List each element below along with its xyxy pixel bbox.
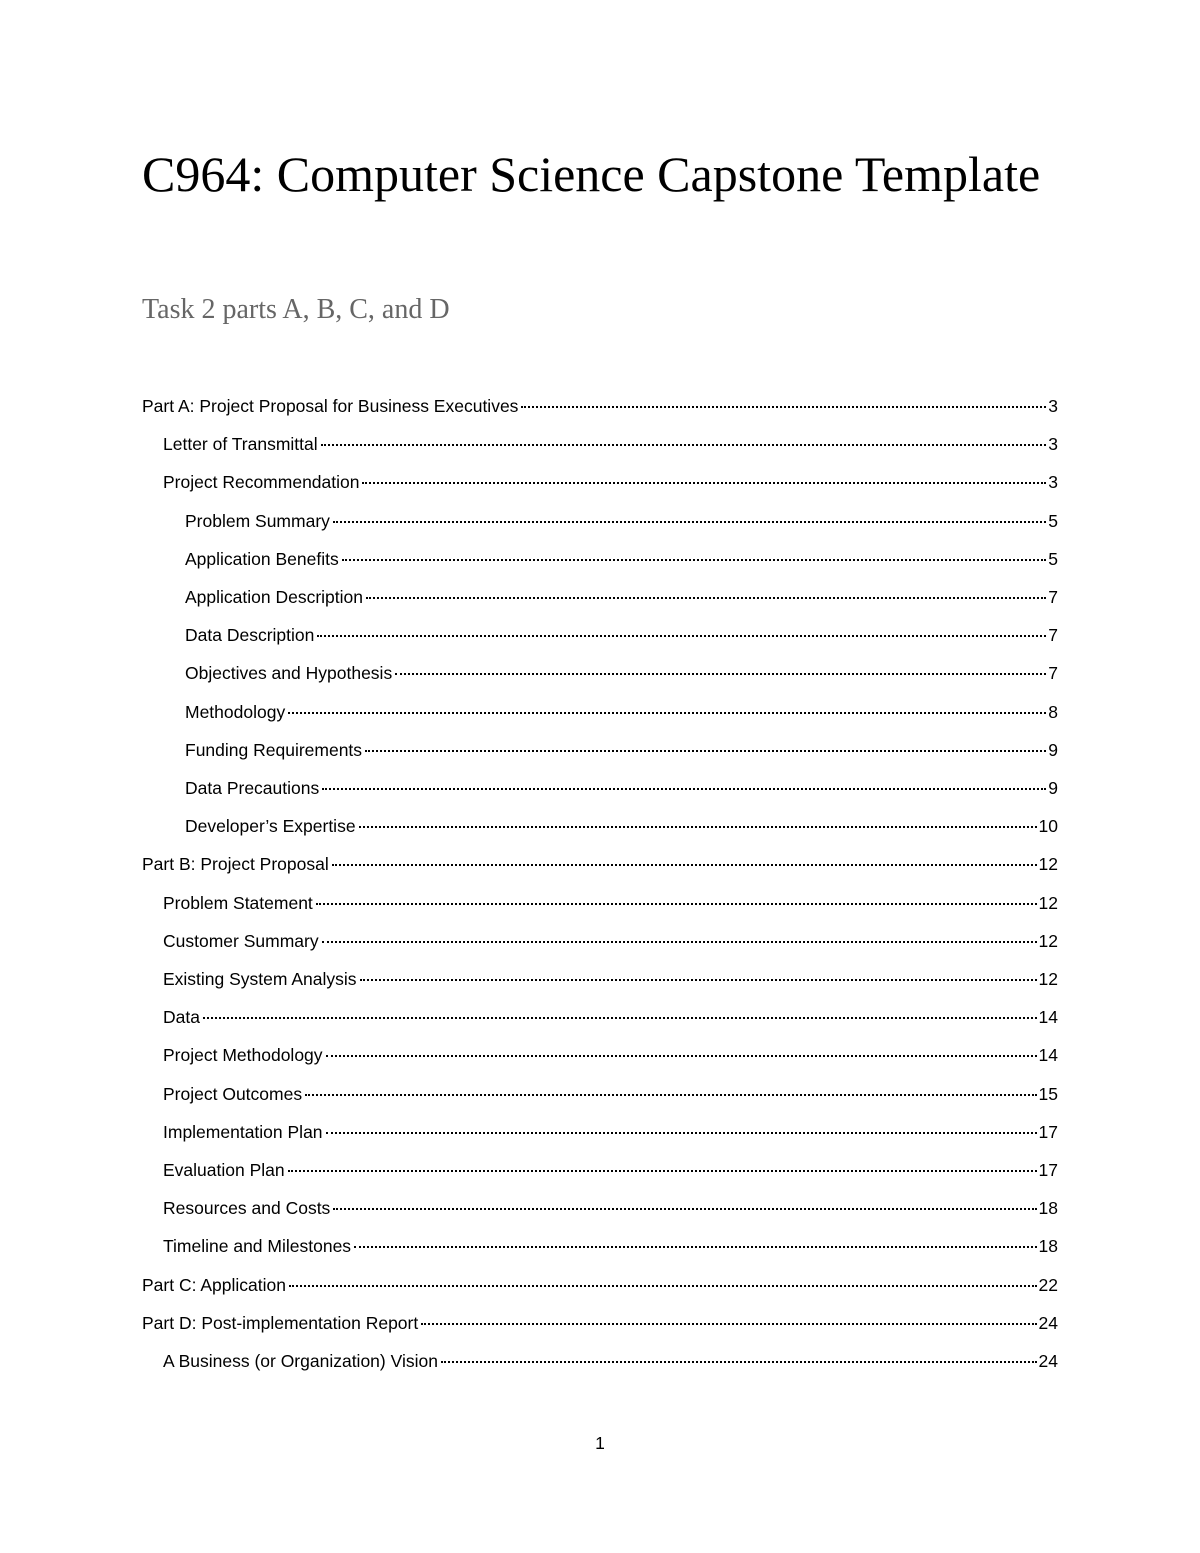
toc-dot-leader bbox=[421, 1323, 1036, 1325]
toc-entry-label: Customer Summary bbox=[163, 930, 319, 951]
document-subtitle: Task 2 parts A, B, C, and D bbox=[142, 294, 450, 325]
toc-entry-page-number: 17 bbox=[1038, 1160, 1058, 1180]
toc-entry[interactable] bbox=[142, 1313, 1058, 1351]
toc-entry[interactable] bbox=[163, 931, 1058, 969]
toc-entry-label: Part B: Project Proposal bbox=[142, 854, 329, 875]
toc-entry[interactable] bbox=[163, 472, 1058, 510]
toc-entry-page-number: 7 bbox=[1048, 625, 1058, 646]
toc-entry-label: Resources and Costs bbox=[163, 1198, 331, 1219]
toc-entry[interactable] bbox=[163, 1084, 1058, 1122]
toc-entry-page-number: 12 bbox=[1038, 969, 1058, 989]
toc-entry-page-number: 18 bbox=[1038, 1236, 1058, 1257]
toc-entry[interactable] bbox=[163, 1160, 1058, 1198]
toc-entry-label: Timeline and Milestones bbox=[163, 1236, 352, 1257]
toc-entry[interactable] bbox=[163, 1045, 1058, 1083]
toc-dot-leader bbox=[342, 559, 1047, 561]
toc-entry-label: Evaluation Plan bbox=[163, 1160, 285, 1180]
toc-dot-leader bbox=[521, 406, 1046, 408]
toc-entry-page-number: 5 bbox=[1048, 510, 1058, 531]
toc-entry-label: Methodology bbox=[185, 701, 286, 722]
toc-dot-leader bbox=[321, 444, 1047, 446]
toc-entry-page-number: 10 bbox=[1038, 816, 1058, 837]
toc-entry[interactable] bbox=[185, 778, 1058, 816]
toc-entry[interactable] bbox=[185, 511, 1058, 549]
toc-entry[interactable] bbox=[163, 1351, 1058, 1389]
toc-entry[interactable] bbox=[142, 854, 1058, 892]
toc-entry-label: Data bbox=[163, 1007, 200, 1028]
toc-entry-label: Application Description bbox=[185, 587, 364, 607]
toc-entry-page-number: 22 bbox=[1038, 1274, 1058, 1295]
toc-dot-leader bbox=[359, 826, 1037, 828]
toc-dot-leader bbox=[366, 597, 1046, 599]
toc-entry-page-number: 12 bbox=[1038, 892, 1058, 913]
toc-dot-leader bbox=[203, 1017, 1037, 1019]
toc-entry-page-number: 24 bbox=[1038, 1312, 1058, 1333]
toc-entry-label: Objectives and Hypothesis bbox=[185, 663, 393, 684]
toc-entry-page-number: 3 bbox=[1048, 396, 1058, 416]
toc-entry-page-number: 17 bbox=[1038, 1121, 1058, 1142]
toc-entry[interactable] bbox=[163, 969, 1058, 1007]
toc-entry-label: Data Description bbox=[185, 625, 315, 646]
toc-dot-leader bbox=[326, 1132, 1037, 1134]
toc-entry-page-number: 3 bbox=[1048, 434, 1058, 455]
toc-entry-label: Developer’s Expertise bbox=[185, 816, 356, 837]
toc-dot-leader bbox=[354, 1246, 1036, 1248]
toc-entry-label: Part D: Post-implementation Report bbox=[142, 1312, 419, 1333]
toc-dot-leader bbox=[362, 482, 1046, 484]
toc-entry[interactable] bbox=[185, 625, 1058, 663]
toc-entry-label: Existing System Analysis bbox=[163, 969, 357, 989]
toc-entry[interactable] bbox=[185, 549, 1058, 587]
toc-entry-page-number: 24 bbox=[1038, 1351, 1058, 1371]
toc-entry-page-number: 12 bbox=[1038, 854, 1058, 875]
toc-entry-label: Implementation Plan bbox=[163, 1121, 323, 1142]
toc-entry-page-number: 3 bbox=[1048, 472, 1058, 493]
toc-dot-leader bbox=[333, 1208, 1036, 1210]
toc-dot-leader bbox=[288, 712, 1046, 714]
toc-entry-label: A Business (or Organization) Vision bbox=[163, 1351, 438, 1371]
toc-dot-leader bbox=[288, 1170, 1037, 1172]
toc-entry-page-number: 12 bbox=[1038, 930, 1058, 951]
toc-entry-page-number: 7 bbox=[1048, 587, 1058, 607]
toc-dot-leader bbox=[316, 903, 1037, 905]
toc-entry-label: Project Outcomes bbox=[163, 1083, 303, 1104]
toc-entry-page-number: 8 bbox=[1048, 701, 1058, 722]
toc-entry[interactable] bbox=[163, 893, 1058, 931]
toc-entry-page-number: 15 bbox=[1038, 1083, 1058, 1104]
toc-dot-leader bbox=[333, 521, 1046, 523]
toc-dot-leader bbox=[441, 1361, 1037, 1363]
toc-dot-leader bbox=[395, 673, 1046, 675]
toc-entry-label: Application Benefits bbox=[185, 548, 339, 569]
page-number: 1 bbox=[595, 1433, 605, 1453]
toc-entry-page-number: 9 bbox=[1048, 778, 1058, 798]
toc-entry[interactable] bbox=[142, 1275, 1058, 1313]
toc-entry[interactable] bbox=[185, 740, 1058, 778]
toc-dot-leader bbox=[317, 635, 1046, 637]
toc-entry-page-number: 18 bbox=[1038, 1198, 1058, 1219]
toc-entry-label: Problem Summary bbox=[185, 510, 330, 531]
toc-dot-leader bbox=[365, 750, 1046, 752]
toc-entry-page-number: 14 bbox=[1038, 1007, 1058, 1028]
toc-entry[interactable] bbox=[185, 663, 1058, 701]
toc-entry[interactable] bbox=[163, 1007, 1058, 1045]
toc-entry-label: Data Precautions bbox=[185, 778, 320, 798]
toc-entry[interactable] bbox=[185, 587, 1058, 625]
document-title: C964: Computer Science Capstone Template bbox=[142, 146, 1041, 202]
toc-dot-leader bbox=[289, 1285, 1037, 1287]
toc-entry-page-number: 7 bbox=[1048, 663, 1058, 684]
toc-dot-leader bbox=[326, 1055, 1037, 1057]
toc-entry-label: Problem Statement bbox=[163, 892, 313, 913]
toc-entry-page-number: 5 bbox=[1048, 548, 1058, 569]
toc-entry-label: Part A: Project Proposal for Business Executives bbox=[142, 396, 519, 416]
toc-dot-leader bbox=[322, 788, 1046, 790]
toc-entry[interactable] bbox=[163, 1236, 1058, 1274]
toc-entry-label: Part C: Application bbox=[142, 1274, 286, 1295]
toc-entry-label: Project Methodology bbox=[163, 1045, 323, 1066]
toc-entry-label: Funding Requirements bbox=[185, 739, 363, 760]
toc-entry-label: Letter of Transmittal bbox=[163, 434, 318, 455]
toc-entry-page-number: 9 bbox=[1048, 739, 1058, 760]
toc-entry-label: Project Recommendation bbox=[163, 472, 360, 493]
toc-entry[interactable] bbox=[163, 1122, 1058, 1160]
toc-entry[interactable] bbox=[185, 816, 1058, 854]
toc-entry[interactable] bbox=[163, 1198, 1058, 1236]
toc-dot-leader bbox=[332, 864, 1037, 866]
toc-dot-leader bbox=[360, 979, 1037, 981]
toc-dot-leader bbox=[322, 941, 1037, 943]
toc-entry[interactable] bbox=[142, 396, 1058, 434]
toc-entry[interactable] bbox=[163, 434, 1058, 472]
toc-dot-leader bbox=[305, 1094, 1036, 1096]
toc-entry[interactable] bbox=[185, 702, 1058, 740]
toc-entry-page-number: 14 bbox=[1038, 1045, 1058, 1066]
